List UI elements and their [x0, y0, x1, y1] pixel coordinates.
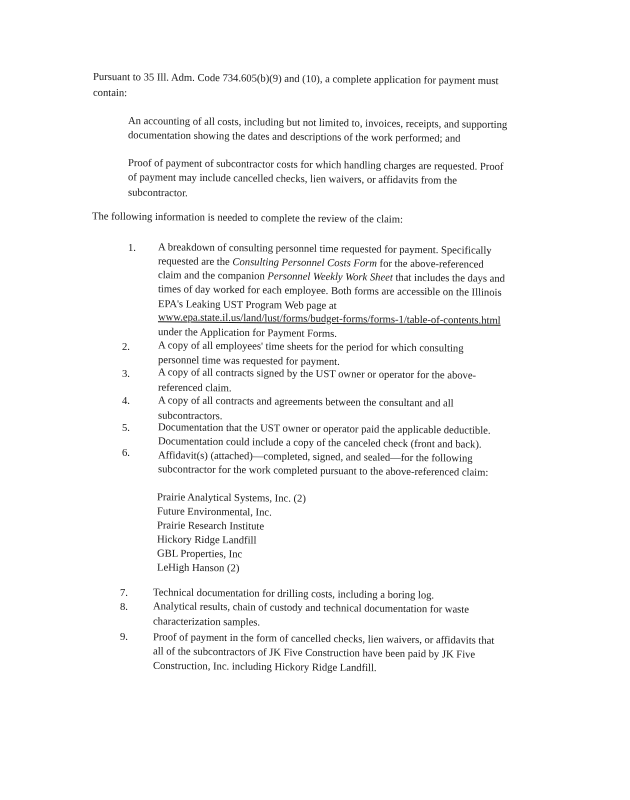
item-1-line-3 — [158, 270, 505, 286]
requirement-2-line-1: Proof of payment of subcontractor costs for which handling charges are requested. Proof — [127, 158, 504, 173]
item-1-line-2-tail: for the above-referenced — [376, 258, 484, 271]
intro-line-2: contain: — [92, 87, 128, 100]
item-4-line-1: A copy of all contracts and agreements between the consultant and all — [157, 395, 454, 410]
item-6-line-1: Affidavit(s) (attached)—completed, signed, and sealed—for the following — [157, 450, 473, 465]
consulting-personnel-costs-form-title: Consulting Personnel Costs Form — [232, 257, 377, 270]
subcontractor-1: Prairie Analytical Systems, Inc. (2) — [156, 492, 306, 505]
subcontractor-3: Prairie Research Institute — [156, 520, 265, 533]
item-1-line-3-text: claim and the companion — [157, 270, 268, 283]
item-7-number: 7. — [120, 588, 128, 599]
item-1-number: 1. — [128, 243, 136, 254]
item-5-number: 5. — [122, 423, 130, 434]
item-9-line-2: all of the subcontractors of JK Five Construction have been paid by JK Five — [152, 646, 476, 661]
item-3-line-2: referenced claim. — [157, 382, 232, 395]
requirement-1-line-1: An accounting of all costs, including but not limited to, invoices, receipts, and supporting — [127, 116, 508, 131]
item-5-line-2: Documentation could include a copy of the canceled check (front and back). — [157, 436, 482, 451]
item-1-line-2 — [158, 256, 484, 271]
subcontractor-5: GBL Properties, Inc — [156, 548, 243, 561]
requirement-1-line-2: documentation showing the dates and descriptions of the work performed; and — [127, 130, 461, 145]
item-1-line-4: times of day worked for each employee. Both forms are accessible on the Illinois — [157, 284, 502, 299]
item-2-number: 2. — [122, 342, 130, 353]
item-1-line-5: EPA's Leaking UST Program Web page at — [157, 299, 337, 312]
personnel-weekly-work-sheet-title: Personnel Weekly Work Sheet — [267, 271, 393, 284]
item-1-line-2-text: requested are the — [157, 256, 233, 269]
subcontractor-4: Hickory Ridge Landfill — [156, 534, 257, 547]
item-8-line-2: characterization samples. — [152, 616, 261, 629]
item-9-line-3: Construction, Inc. including Hickory Ridge Landfill. — [152, 660, 377, 675]
item-3-line-1: A copy of all contracts signed by the UST owner or operator for the above- — [157, 367, 477, 382]
subcontractor-6: LeHigh Hanson (2) — [156, 562, 240, 575]
item-8-number: 8. — [120, 602, 128, 613]
requirement-2-line-2: of payment may include cancelled checks, lien waivers, or affidavits from the — [127, 172, 458, 187]
item-6-line-2: subcontractor for the work completed pursuant to the above-referenced claim: — [157, 464, 489, 479]
subcontractor-2: Future Environmental, Inc. — [156, 506, 272, 519]
item-4-number: 4. — [122, 396, 130, 407]
item-1-line-3-tail: that includes the days and — [392, 272, 506, 285]
item-9-number: 9. — [120, 632, 128, 643]
item-2-line-1: A copy of all employees' time sheets for the period for which consulting — [157, 340, 464, 355]
item-1-line-1: A breakdown of consulting personnel time requested for payment. Specifically — [157, 242, 492, 257]
item-8-line-1: Analytical results, chain of custody and technical documentation for waste — [152, 601, 470, 616]
item-2-line-2: personnel time was requested for payment. — [157, 355, 340, 368]
needed-heading: The following information is needed to complete the review of the claim: — [91, 211, 404, 226]
item-5-line-1: Documentation that the UST owner or operator paid the applicable deductible. — [157, 422, 491, 437]
item-7-line-1: Technical documentation for drilling costs, including a boring log. — [152, 587, 435, 602]
item-3-number: 3. — [122, 369, 130, 380]
item-4-line-2: subcontractors. — [157, 410, 223, 423]
intro-line-1: Pursuant to 35 Ill. Adm. Code 734.605(b)(9) and (10), a complete application for payment must — [92, 71, 499, 88]
forms-web-link[interactable]: www.epa.state.il.us/land/lust/forms/budget-forms/forms-1/table-of-contents.html — [157, 312, 501, 327]
item-6-number: 6. — [122, 448, 130, 459]
item-9-line-1: Proof of payment in the form of cancelled checks, lien waivers, or affidavits that — [152, 632, 495, 647]
requirement-2-line-3: subcontractor. — [127, 187, 188, 200]
item-1-line-7: under the Application for Payment Forms. — [157, 327, 337, 340]
